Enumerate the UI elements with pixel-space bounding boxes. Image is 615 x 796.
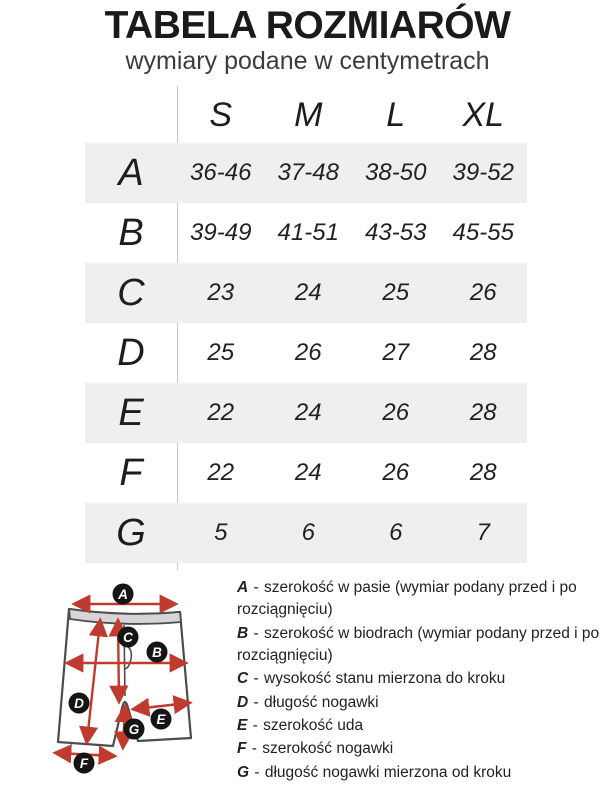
table-cell: 28	[469, 339, 497, 366]
table-cell: 39-49	[190, 219, 252, 246]
table-cell: 28	[469, 399, 497, 426]
table-cell: 23	[207, 279, 235, 306]
svg-text:D: D	[74, 696, 84, 711]
svg-text:C: C	[123, 630, 133, 645]
table-row-e	[85, 383, 527, 443]
svg-text:B: B	[152, 645, 162, 660]
legend-separator: -	[254, 763, 260, 781]
table-cell: 38-50	[365, 159, 427, 186]
legend-desc: szerokość w pasie (wymiar podany przed i po rozciągnięciu)	[237, 579, 577, 619]
row-label: F	[119, 451, 143, 494]
legend-item-b	[237, 623, 613, 668]
table-header-row	[85, 88, 527, 143]
diagram-badge-a	[113, 584, 134, 605]
row-label: G	[116, 511, 146, 554]
diagram-badge-c	[118, 627, 139, 648]
table-cell: 27	[382, 339, 410, 366]
table-cell: 25	[382, 279, 410, 306]
table-cell: 24	[294, 459, 322, 486]
column-header-l: L	[386, 96, 406, 134]
table-cell: 26	[382, 399, 410, 426]
svg-text:F: F	[79, 756, 89, 771]
page-subtitle: wymiary podane w centymetrach	[125, 46, 490, 75]
table-row-g	[85, 503, 527, 563]
table-cell: 7	[476, 519, 490, 546]
table-cell: 43-53	[365, 219, 427, 246]
diagram-badge-f	[74, 753, 95, 774]
table-cell: 24	[294, 399, 322, 426]
legend-letter: B	[237, 624, 249, 642]
table-cell: 36-46	[190, 159, 252, 186]
diagram-badge-g	[124, 719, 145, 740]
legend-item-f	[237, 738, 613, 760]
legend-item-e	[237, 715, 613, 737]
table-cell: 39-52	[452, 159, 514, 186]
legend-letter: A	[237, 579, 249, 596]
svg-text:A: A	[118, 587, 128, 602]
column-header-s: S	[209, 96, 233, 134]
table-row-d	[85, 323, 527, 383]
diagram-badge-b	[147, 642, 168, 663]
legend-separator: -	[253, 624, 259, 642]
svg-text:E: E	[156, 712, 166, 727]
legend-desc: długość nogawki	[264, 693, 379, 711]
legend-desc: szerokość nogawki	[262, 740, 394, 758]
shorts-measurement-diagram	[40, 570, 240, 796]
row-label: B	[118, 211, 144, 254]
table-cell: 22	[207, 399, 235, 426]
legend-separator: -	[251, 740, 257, 758]
table-row-c	[85, 263, 527, 323]
legend-letter: G	[237, 763, 250, 781]
table-row-a	[85, 143, 527, 203]
legend-separator: -	[253, 579, 259, 596]
row-label: D	[117, 331, 145, 374]
legend-desc: wysokość stanu mierzona do kroku	[264, 670, 506, 688]
column-header-m: M	[294, 96, 323, 134]
table-row-f	[85, 443, 527, 503]
row-label: A	[118, 151, 144, 194]
column-header-xl: XL	[462, 96, 505, 134]
legend-item-a	[237, 577, 613, 622]
row-label: E	[118, 391, 144, 434]
legend-desc: szerokość uda	[263, 716, 364, 734]
size-table	[85, 88, 527, 563]
row-label: C	[117, 271, 145, 314]
table-cell: 45-55	[452, 219, 514, 246]
legend-separator: -	[253, 670, 259, 688]
legend-letter: D	[237, 693, 249, 711]
header	[0, 6, 615, 76]
table-cell: 6	[301, 519, 315, 546]
table-cell: 25	[207, 339, 235, 366]
table-cell: 22	[207, 459, 235, 486]
legend-desc: długość nogawki mierzona od kroku	[264, 763, 512, 781]
diagram-badge-d	[69, 693, 90, 714]
table-cell: 26	[469, 279, 497, 306]
legend-separator: -	[253, 693, 259, 711]
measurement-legend	[237, 577, 613, 785]
table-cell: 5	[214, 519, 228, 546]
svg-text:G: G	[128, 722, 140, 737]
legend-letter: C	[237, 670, 249, 688]
legend-letter: E	[237, 716, 248, 734]
legend-item-c	[237, 668, 613, 690]
page-title: TABELA ROZMIARÓW	[104, 4, 511, 47]
table-cell: 41-51	[277, 219, 339, 246]
legend-desc: szerokość w biodrach (wymiar podany przed i po rozciągnięciu)	[237, 624, 600, 664]
corner-cell	[85, 88, 177, 143]
table-cell: 28	[469, 459, 497, 486]
legend-item-d	[237, 692, 613, 714]
table-cell: 26	[382, 459, 410, 486]
legend-separator: -	[252, 716, 258, 734]
table-cell: 26	[294, 339, 322, 366]
table-row-b	[85, 203, 527, 263]
table-cell: 6	[389, 519, 403, 546]
table-cell: 37-48	[277, 159, 339, 186]
legend-letter: F	[237, 740, 247, 758]
legend-item-g	[237, 762, 613, 784]
diagram-badge-e	[151, 709, 172, 730]
table-cell: 24	[294, 279, 322, 306]
